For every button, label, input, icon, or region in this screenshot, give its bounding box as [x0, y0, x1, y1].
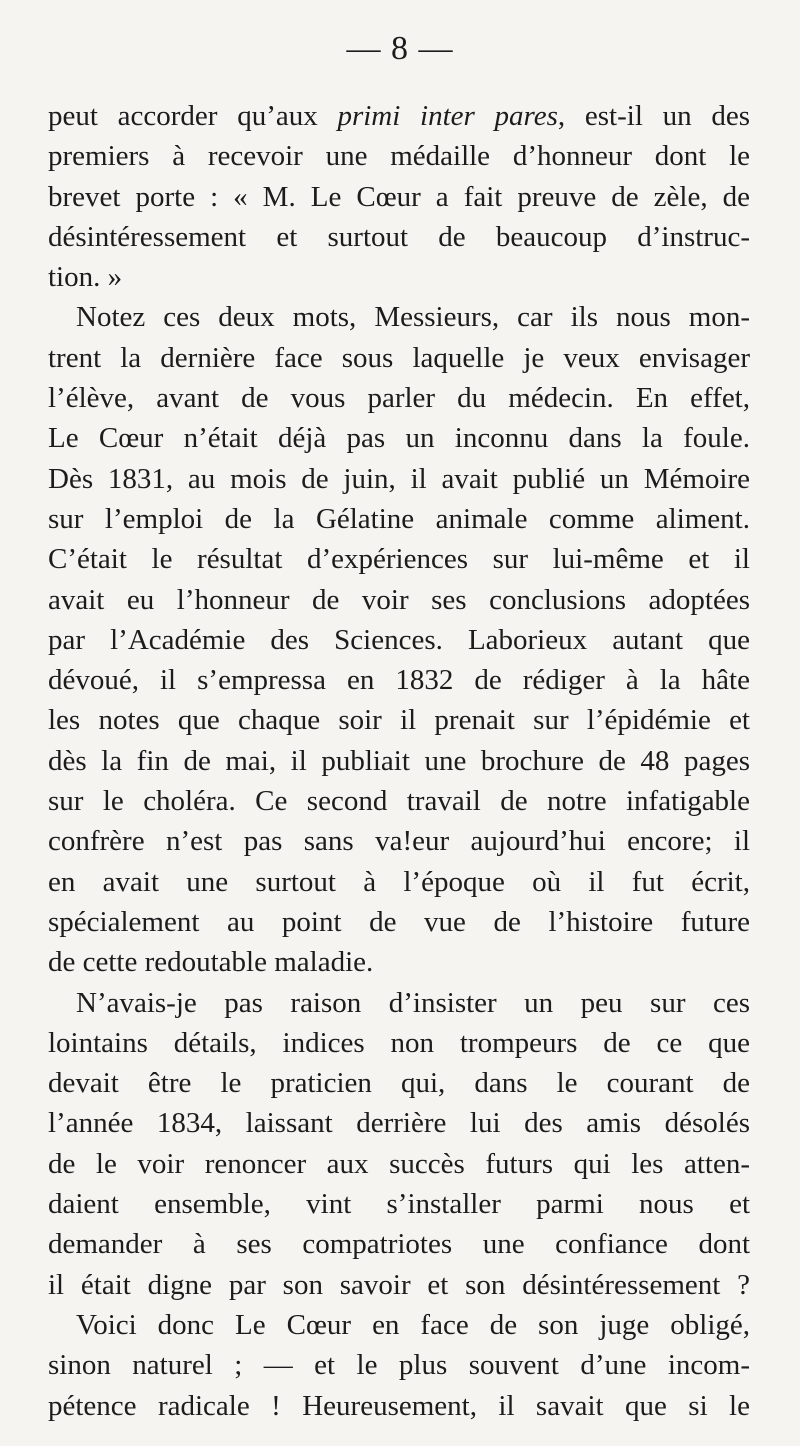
text-line: [48, 297, 750, 337]
text-line: [48, 378, 750, 418]
text-segment: les notes que chaque soir il prenait sur l’épidémie et: [48, 704, 750, 737]
text-segment: Voici donc Le Cœur en face de son juge obligé,: [76, 1308, 750, 1341]
text-line: [48, 700, 750, 740]
text-line: [48, 1144, 750, 1184]
text-segment: sinon naturel ; — et le plus souvent d’une incom-: [48, 1349, 750, 1382]
text-segment: brevet porte : « M. Le Cœur a fait preuve de zèle, de: [48, 180, 750, 213]
text-segment: tion. »: [48, 261, 123, 294]
text-line: [48, 1224, 750, 1264]
text-line: [48, 821, 750, 861]
text-line: [48, 580, 750, 620]
text-line: [48, 459, 750, 499]
text-segment: demander à ses compatriotes une confiance dont: [48, 1228, 750, 1261]
text-segment: trent la dernière face sous laquelle je veux envisager: [48, 341, 750, 374]
text-line: [48, 942, 750, 982]
text-line: [48, 499, 750, 539]
text-line: [48, 741, 750, 781]
text-line: [48, 1305, 750, 1345]
text-line: [48, 1265, 750, 1305]
italic-phrase: primi inter pares: [337, 100, 558, 132]
text-segment: sur le choléra. Ce second travail de notre infatigable: [48, 785, 750, 818]
body-text: [48, 96, 750, 1426]
text-segment: premiers à recevoir une médaille d’honneur dont le: [48, 140, 750, 173]
text-segment: Le Cœur n’était déjà pas un inconnu dans la foule.: [48, 422, 750, 455]
text-line: [48, 96, 750, 136]
text-line: [48, 418, 750, 458]
text-segment: de cette redoutable maladie.: [48, 946, 374, 979]
text-line: [48, 338, 750, 378]
text-segment: Notez ces deux mots, Messieurs, car ils nous mon-: [76, 301, 750, 334]
text-line: [48, 1063, 750, 1103]
text-line: [48, 1184, 750, 1224]
text-line: [48, 660, 750, 700]
text-line: [48, 902, 750, 942]
text-segment: par l’Académie des Sciences. Laborieux autant que: [48, 623, 750, 656]
text-segment: dès la fin de mai, il publiait une brochure de 48 pages: [48, 744, 750, 777]
text-segment: confrère n’est pas sans va!eur aujourd’hui encore; il: [48, 825, 750, 858]
text-segment: , est-il un des: [557, 100, 750, 132]
text-segment: dévoué, il s’empressa en 1832 de rédiger à la hâte: [48, 664, 750, 697]
text-segment: spécialement au point de vue de l’histoire future: [48, 905, 750, 938]
text-segment: en avait une surtout à l’époque où il fut écrit,: [48, 865, 750, 898]
text-segment: l’élève, avant de vous parler du médecin. En effet,: [48, 382, 750, 415]
text-segment: l’année 1834, laissant derrière lui des amis désolés: [48, 1107, 750, 1140]
text-line: [48, 136, 750, 176]
text-line: [48, 1103, 750, 1143]
text-segment: C’était le résultat d’expériences sur lui-même et il: [48, 543, 750, 576]
text-line: [48, 862, 750, 902]
text-segment: il était digne par son savoir et son désintéressement ?: [48, 1268, 750, 1301]
text-segment: avait eu l’honneur de voir ses conclusions adoptées: [48, 583, 750, 616]
text-segment: de le voir renoncer aux succès futurs qui les atten-: [48, 1147, 750, 1180]
text-line: [48, 539, 750, 579]
page-number: — 8 —: [346, 30, 454, 67]
text-line: [48, 177, 750, 217]
text-segment: lointains détails, indices non trompeurs de ce que: [48, 1026, 750, 1059]
text-segment: pétence radicale ! Heureusement, il savait que si le: [48, 1389, 750, 1422]
text-segment: Dès 1831, au mois de juin, il avait publié un Mémoire: [48, 462, 750, 495]
text-segment: sur l’emploi de la Gélatine animale comme aliment.: [48, 502, 750, 535]
text-line: [48, 1345, 750, 1385]
text-segment: daient ensemble, vint s’installer parmi nous et: [48, 1188, 750, 1221]
text-segment: N’avais-je pas raison d’insister un peu sur ces: [76, 986, 750, 1019]
text-line: [48, 983, 750, 1023]
text-line: [48, 1023, 750, 1063]
text-line: [48, 1386, 750, 1426]
text-line: [48, 217, 750, 257]
text-segment: désintéressement et surtout de beaucoup d’instruc-: [48, 220, 750, 253]
text-line: [48, 257, 750, 297]
text-line: [48, 781, 750, 821]
text-line: [48, 620, 750, 660]
text-segment: devait être le praticien qui, dans le courant de: [48, 1067, 750, 1100]
text-segment: peut accorder qu’aux: [48, 100, 338, 132]
